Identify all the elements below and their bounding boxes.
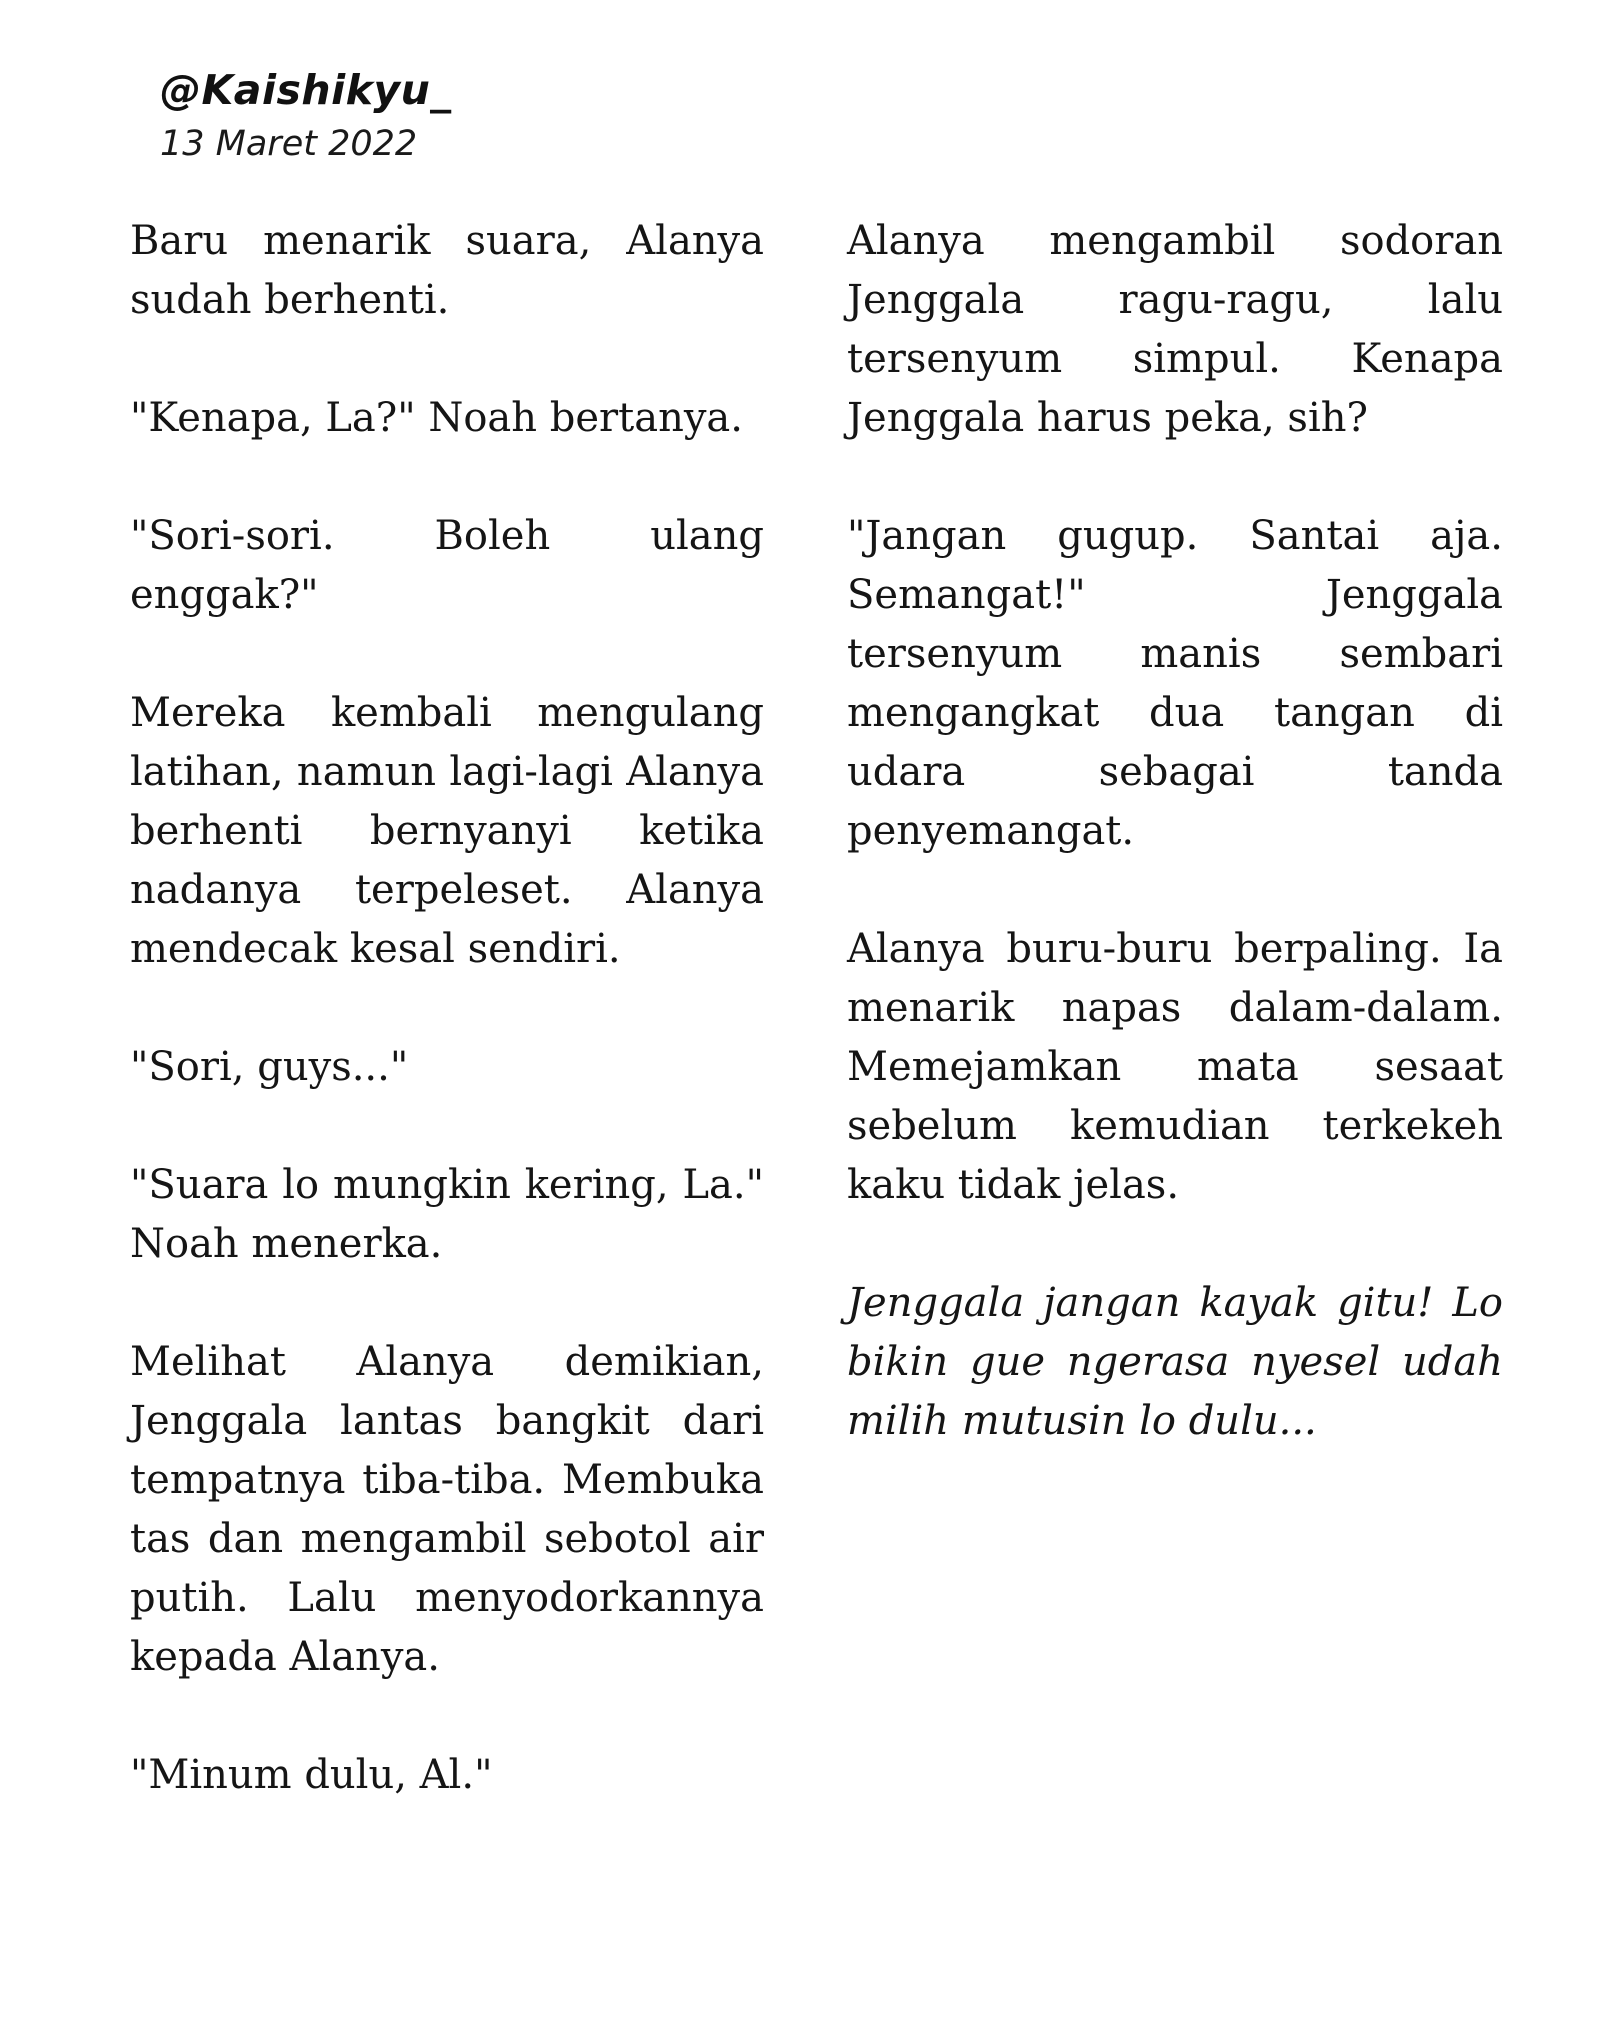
author-handle: @Kaishikyu_ [160, 66, 452, 114]
post-date: 13 Maret 2022 [160, 124, 418, 164]
paragraph: "Kenapa, La?" Noah bertanya. [130, 395, 743, 441]
paragraph: "Minum dulu, Al." [130, 1752, 493, 1798]
italic-thought-paragraph: Jenggala jangan kayak gitu! Lo bikin gue ngerasa nyesel udah milih mutusin lo dulu... [847, 1280, 1503, 1444]
right-column [847, 212, 1503, 1510]
left-column [130, 212, 764, 1864]
paragraph: "Sori, guys..." [130, 1044, 409, 1090]
paragraph: Baru menarik suara, Alanya sudah berhenti. [130, 218, 764, 323]
paragraph: Melihat Alanya demikian, Jenggala lantas bangkit dari tempatnya tiba-tiba. Membuka tas dan mengambil sebotol air putih. Lalu menyodorkannya kepada Alanya. [130, 1339, 764, 1680]
paragraph: Alanya mengambil sodoran Jenggala ragu-ragu, lalu tersenyum simpul. Kenapa Jenggala harus peka, sih? [847, 218, 1503, 441]
paragraph: "Suara lo mungkin kering, La." Noah menerka. [130, 1162, 764, 1267]
paragraph: Mereka kembali mengulang latihan, namun lagi-lagi Alanya berhenti bernyanyi ketika nadanya terpeleset. Alanya mendecak kesal sendiri. [130, 690, 764, 972]
paragraph: "Sori-sori. Boleh ulang enggak?" [130, 513, 764, 618]
paragraph: Alanya buru-buru berpaling. Ia menarik napas dalam-dalam. Memejamkan mata sesaat sebelum kemudian terkekeh kaku tidak jelas. [847, 926, 1503, 1208]
header [160, 62, 451, 168]
paragraph: "Jangan gugup. Santai aja. Semangat!" Jenggala tersenyum manis sembari mengangkat dua tangan di udara sebagai tanda penyemangat. [847, 513, 1503, 854]
